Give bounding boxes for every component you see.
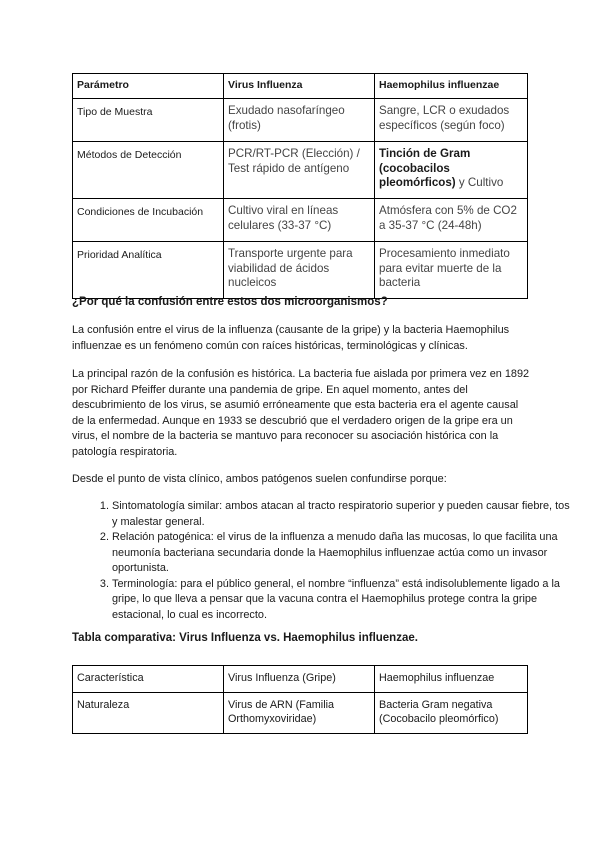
table-cell: Procesamiento inmediato para evitar muerte de la bacteria (375, 242, 528, 299)
table-cell: PCR/RT-PCR (Elección) / Test rápido de antígeno (224, 142, 375, 199)
table-cell: Virus de ARN (Familia Orthomyxoviridae) (224, 693, 375, 734)
list-item: 1. Sintomatología similar: ambos atacan al tracto respiratorio superior y pueden causar fiebre, tos y malestar general. (112, 499, 572, 530)
table-cell: Exudado nasofaríngeo (frotis) (224, 99, 375, 142)
list-item: 2. Relación patogénica: el virus de la influenza a menudo daña las mucosas, lo que facilita una neumonía bacteriana secundaria donde la Haemophilus influenzae actúa como un invasor oportunista. (112, 530, 572, 577)
table-cell: Transporte urgente para viabilidad de ácidos nucleicos (224, 242, 375, 299)
lab-parameters-table (72, 73, 528, 299)
table-cell: Condiciones de Incubación (73, 199, 224, 242)
table-row (73, 99, 528, 142)
header-cell: Virus Influenza (Gripe) (224, 666, 375, 693)
bold-text: Tinción de Gram (cocobacilos pleomórficos) (379, 147, 471, 189)
table-row (73, 142, 528, 199)
header-cell: Virus Influenza (224, 74, 375, 99)
table-cell: Cultivo viral en líneas celulares (33-37 °C) (224, 199, 375, 242)
list-item: 3. Terminología: para el público general, el nombre “influenza” está indisolublemente ligado a la gripe, lo que lleva a pensar que la vacuna contra el Haemophilus protege contra la gripe estacional, lo cual es incorrecto. (112, 577, 572, 624)
table-cell: Prioridad Analítica (73, 242, 224, 299)
table-cell: Métodos de Detección (73, 142, 224, 199)
header-cell: Característica (73, 666, 224, 693)
table-row (73, 242, 528, 299)
header-cell: Parámetro (73, 74, 224, 99)
header-cell: Haemophilus influenzae (375, 74, 528, 99)
table-header-row (73, 666, 528, 693)
table-header-row (73, 74, 528, 99)
table-heading: Tabla comparativa: Virus Influenza vs. Haemophilus influenzae. (72, 632, 418, 644)
comparison-table (72, 665, 528, 734)
reasons-list (72, 499, 572, 623)
table-cell: Bacteria Gram negativa (Cocobacilo pleomórfico) (375, 693, 528, 734)
table-cell: Naturaleza (73, 693, 224, 734)
table-cell (375, 142, 528, 199)
table-cell: Tipo de Muestra (73, 99, 224, 142)
table-cell-text: y Cultivo (455, 176, 504, 189)
table-row (73, 693, 528, 734)
paragraph-intro: La confusión entre el virus de la influenza (causante de la gripe) y la bacteria Haemophilus influenzae es un fenómeno común con raíces históricas, terminológicas y clínicas. (72, 324, 510, 352)
table-row (73, 199, 528, 242)
paragraph-clinical: Desde el punto de vista clínico, ambos patógenos suelen confundirse porque: (72, 473, 447, 485)
table-cell: Sangre, LCR o exudados específicos (según foco) (375, 99, 528, 142)
paragraph-history: La principal razón de la confusión es histórica. La bacteria fue aislada por primera vez en 1892 por Richard Pfeiffer durante una pandemia de gripe. En aquel momento, antes del descubrimiento de los virus, se asumió erróneamente que esta bacteria era el agente causal de la enfermedad. Aunque en 1933 se descubrió que el verdadero origen de la gripe era un virus, el nombre de la bacteria se mantuvo para reconocer su asociación histórica con la patología respiratoria. (72, 368, 530, 458)
table-cell: Atmósfera con 5% de CO2 a 35-37 °C (24-48h) (375, 199, 528, 242)
header-cell: Haemophilus influenzae (375, 666, 528, 693)
section-heading: ¿Por qué la confusión entre estos dos microorganismos? (72, 296, 388, 308)
